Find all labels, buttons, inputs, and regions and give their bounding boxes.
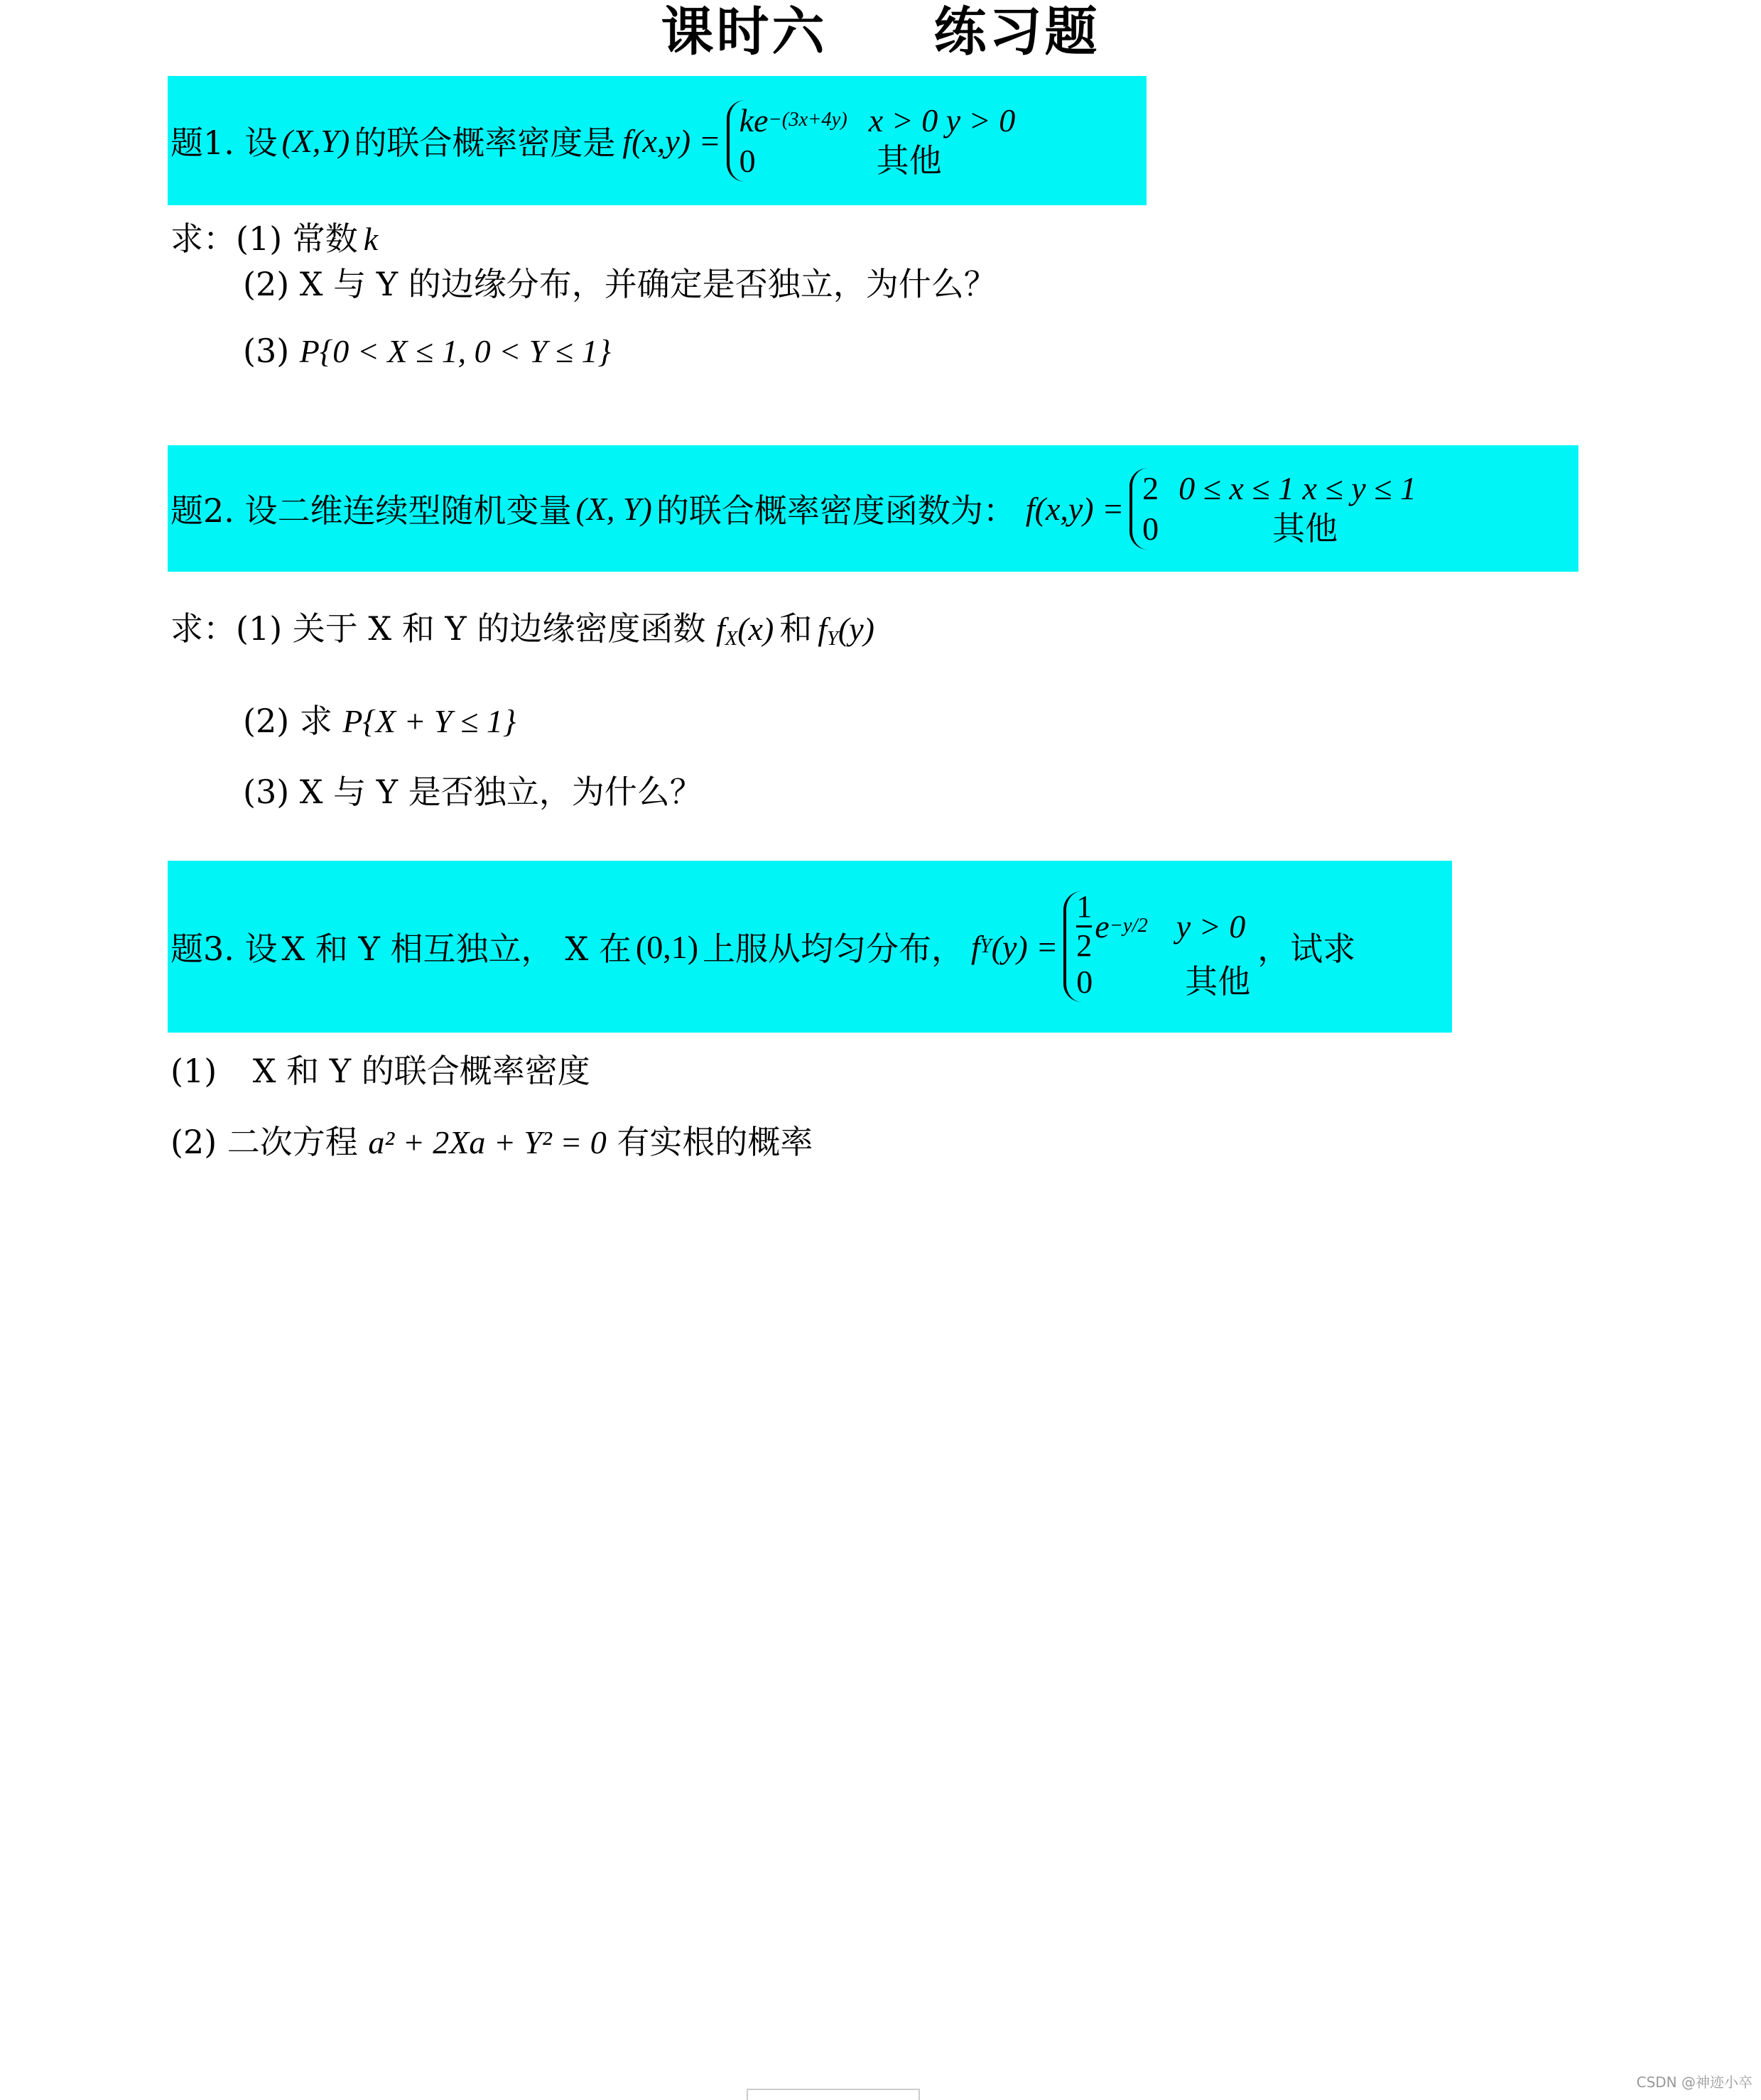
q3-ask1-text: X 和 Y 的联合概率密度: [252, 1052, 590, 1090]
q2-ask1-fx-arg: (x): [737, 611, 774, 647]
q1-ask1-var: k: [363, 221, 379, 257]
q1-case1-exp: −(3x+4y): [768, 109, 847, 131]
q2-ask1-fx-sub: X: [725, 628, 738, 651]
q1-case2-val: 0: [739, 143, 756, 179]
title-part1: 课时六: [661, 1, 828, 62]
q3-ask2-num: (2) 二次方程: [170, 1123, 358, 1161]
title-part2: 练习题: [933, 1, 1100, 62]
q1-text: 的联合概率密度是: [354, 124, 616, 162]
q2-ask3: [243, 771, 703, 813]
q1-ask2: [243, 263, 997, 305]
q1-ask3-expr: P{0 < X ≤ 1, 0 < Y ≤ 1}: [299, 333, 611, 369]
q3-piecewise: [1063, 888, 1251, 1003]
q2-lead: 题2. 设二维连续型随机变量: [170, 491, 572, 530]
q2-ask1-fy: f: [818, 611, 828, 647]
q1-ask2-num: (2): [243, 265, 290, 303]
page-tab-stub: [747, 2089, 920, 2100]
q1-banner: [168, 76, 1147, 205]
q2-case2-cond: 其他: [1272, 509, 1338, 548]
q2-ask-prefix: 求：: [170, 609, 236, 648]
q2-banner: [168, 445, 1578, 572]
q3-text-c: 上服从均匀分布，: [703, 930, 965, 968]
q2-ask3-num: (3): [243, 773, 290, 811]
q1-f: f(x,y) =: [622, 122, 721, 159]
q2-piecewise: [1129, 468, 1416, 550]
page-title: [0, 0, 1761, 64]
q1-piecewise: [727, 100, 1016, 182]
q1-ask1-text: (1) 常数: [236, 219, 358, 258]
q3-case1-cond: y > 0: [1176, 908, 1246, 945]
q1-ask1: [170, 217, 378, 261]
q3-case2-val: 0: [1076, 963, 1093, 1000]
q2-ask1: [170, 607, 874, 660]
q3-frac-den: 2: [1076, 927, 1093, 963]
q2-pair: (X, Y): [575, 490, 652, 527]
watermark: CSDN @神迹小卒: [1636, 2074, 1752, 2091]
q3-ask2-text: 有实根的概率: [617, 1123, 813, 1161]
q3-ask2: [170, 1121, 813, 1164]
q2-ask1-text: (1) 关于 X 和 Y 的边缘密度函数: [236, 609, 706, 648]
q3-text-b: X 在: [565, 930, 632, 968]
q2-text: 的联合概率密度函数为：: [656, 491, 1016, 530]
q3-case1-exp: −y/2: [1109, 915, 1148, 937]
q3-lead: 题3. 设: [170, 930, 278, 968]
q3-f-sub: Y: [980, 935, 992, 957]
q3-fraction: [1076, 888, 1093, 963]
q2-ask1-fx: f: [716, 611, 725, 647]
q2-case2-val: 0: [1142, 511, 1159, 547]
q3-ask1: [170, 1050, 590, 1092]
q2-ask1-and: 和: [779, 609, 813, 648]
q2-ask1-fy-sub: Y: [827, 628, 838, 651]
q1-ask-prefix: 求：: [170, 219, 236, 258]
q2-case1-val: 2: [1142, 469, 1159, 506]
q2-ask2: [243, 700, 516, 743]
q2-ask1-fy-arg: (y): [838, 611, 874, 647]
q1-case1-expr: ke: [739, 102, 769, 138]
q3-ask1-num: (1): [170, 1052, 217, 1090]
q1-lead: 题1. 设: [170, 124, 278, 162]
q3-frac-num: 1: [1076, 888, 1093, 924]
q3-f: f: [971, 928, 980, 965]
q1-ask3-num: (3): [243, 332, 290, 370]
q3-text-a: X 和 Y 相互独立，: [281, 930, 554, 968]
q1-ask3: [243, 330, 611, 373]
q1-case2-cond: 其他: [876, 141, 942, 180]
q3-case2-cond: 其他: [1185, 962, 1251, 1001]
q3-interval: (0,1): [635, 928, 699, 965]
q2-case1-cond: 0 ≤ x ≤ 1 x ≤ y ≤ 1: [1178, 469, 1416, 506]
q1-case1-cond: x > 0 y > 0: [868, 102, 1016, 138]
q2-ask2-num: (2) 求: [243, 702, 332, 740]
q3-case1-e: e: [1095, 908, 1110, 945]
q1-ask2-text: X 与 Y 的边缘分布，并确定是否独立，为什么？: [299, 265, 997, 303]
q2-ask3-text: X 与 Y 是否独立，为什么？: [299, 773, 703, 811]
q1-pair: (X,Y): [281, 122, 350, 159]
q3-frac-bar: [1076, 925, 1092, 927]
q2-f: f(x,y) =: [1025, 490, 1125, 527]
q2-ask2-expr: P{X + Y ≤ 1}: [342, 703, 516, 739]
q3-banner: [168, 861, 1452, 1033]
q3-tail: ，试求: [1257, 930, 1356, 968]
q3-ask2-expr: a² + 2Xa + Y² = 0: [368, 1124, 607, 1160]
q3-f-arg: (y) =: [991, 928, 1058, 965]
